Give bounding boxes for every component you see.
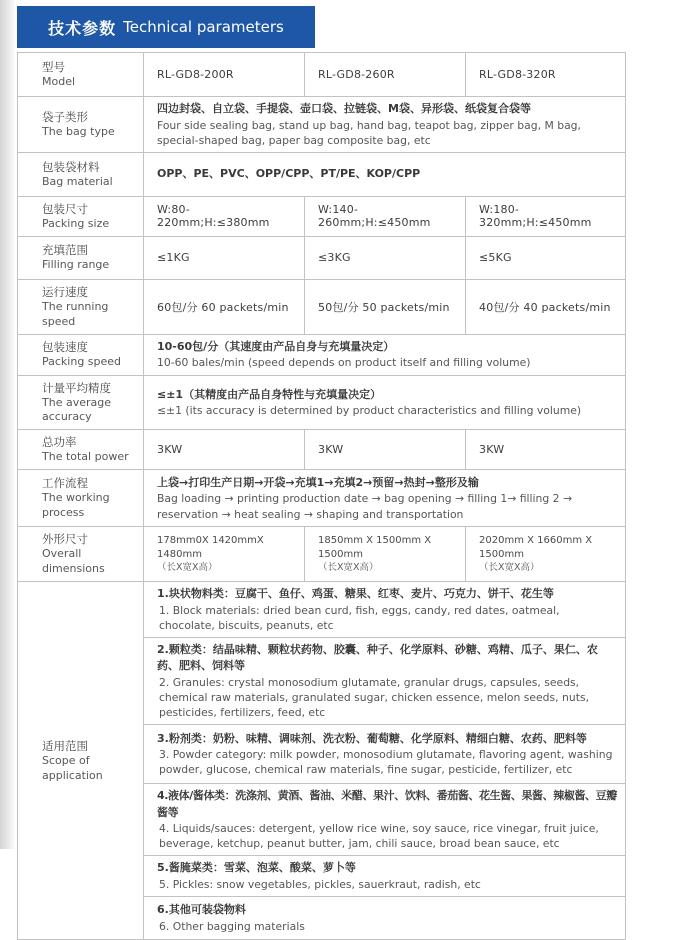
filling-range-value: ≤5KG <box>479 251 512 265</box>
bag-type-en: Four side sealing bag, stand up bag, hand bag, teapot bag, zipper bag, M bag, special-shaped bag, paper bag composite bag, etc <box>157 118 581 147</box>
scope-item-en: 6. Other bagging materials <box>159 919 305 933</box>
label-cn: 包装袋材料 <box>42 159 100 174</box>
row-label-running-speed <box>18 279 144 334</box>
row-label-packing-size <box>18 196 144 236</box>
label-cn: 总功率 <box>42 435 77 450</box>
label-en: The bag type <box>42 124 115 138</box>
bag-material-value: OPP、PE、PVC、OPP/CPP、PT/PE、KOP/CPP <box>157 166 421 180</box>
label-cn: 适用范围 <box>42 738 88 753</box>
dimension-lwh: （长X宽X高） <box>318 562 379 573</box>
row-label-scope <box>18 582 144 940</box>
cell-scope-granules <box>144 637 626 724</box>
label-en: Packing size <box>42 216 110 230</box>
cell-filling-range-3 <box>466 236 626 279</box>
cell-model-1 <box>144 53 305 97</box>
row-bag-type <box>18 97 626 153</box>
total-power-value: 3KW <box>318 443 344 457</box>
row-label-bag-type <box>18 97 144 153</box>
scope-item-cn: 6.其他可装袋物料 <box>157 903 246 917</box>
cell-average-accuracy <box>144 375 626 430</box>
running-speed-value: 50包/分 50 packets/min <box>318 300 450 314</box>
section-header-banner <box>17 6 315 48</box>
label-cn: 外形尺寸 <box>42 532 88 547</box>
scope-item-en: 4. Liquids/sauces: detergent, yellow rice wine, soy sauce, rice vinegar, fruit juice, beverage, ketchup, peanut butter, jam, chili sauce, broad bean sauce, etc <box>159 822 599 851</box>
working-process-cn: 上袋→打印生产日期→开袋→充填1→充填2→预留→热封→整形及输 <box>157 475 479 489</box>
label-en: The working process <box>42 491 110 520</box>
label-en: Packing speed <box>42 355 122 369</box>
row-filling-range <box>18 236 626 279</box>
cell-running-speed-3 <box>466 279 626 334</box>
cell-scope-powder <box>144 725 626 784</box>
cell-scope-liquids <box>144 784 626 856</box>
label-en: Filling range <box>42 258 110 272</box>
cell-model-2 <box>305 53 466 97</box>
label-cn: 型号 <box>42 60 65 75</box>
cell-running-speed-2 <box>305 279 466 334</box>
page-edge-shade <box>0 0 16 849</box>
cell-total-power-2 <box>305 430 466 470</box>
row-model <box>18 53 626 97</box>
label-en: Scope of application <box>42 753 103 782</box>
label-en: The total power <box>42 450 129 464</box>
bag-type-cn: 四边封袋、自立袋、手提袋、壶口袋、拉链袋、M袋、异形袋、纸袋复合袋等 <box>157 102 531 115</box>
total-power-value: 3KW <box>157 443 183 457</box>
row-average-accuracy <box>18 375 626 430</box>
cell-packing-size-2 <box>305 196 466 236</box>
running-speed-value: 40包/分 40 packets/min <box>479 300 611 314</box>
row-label-average-accuracy <box>18 375 144 430</box>
label-cn: 包装速度 <box>42 340 88 355</box>
row-scope-block-materials <box>18 582 626 638</box>
row-working-process <box>18 470 626 527</box>
running-speed-value: 60包/分 60 packets/min <box>157 300 289 314</box>
dimension-lwh: （长X宽X高） <box>479 562 540 573</box>
dimension-value: 1850mm X 1500mm X 1500mm <box>318 535 432 560</box>
filling-range-value: ≤1KG <box>157 251 190 265</box>
packing-size-value: W:140-260mm;H:≤450mm <box>318 203 431 230</box>
cell-working-process <box>144 470 626 527</box>
scope-item-en: 5. Pickles: snow vegetables, pickles, sauerkraut, radish, etc <box>159 877 481 891</box>
cell-scope-pickles <box>144 856 626 897</box>
row-overall-dimensions <box>18 527 626 582</box>
cell-packing-size-1 <box>144 196 305 236</box>
model-value: RL-GD8-320R <box>479 68 556 81</box>
cell-scope-other <box>144 896 626 939</box>
dimension-lwh: （长X宽X高） <box>157 562 218 573</box>
cell-total-power-1 <box>144 430 305 470</box>
label-cn: 包装尺寸 <box>42 201 88 216</box>
cell-bag-material <box>144 152 626 196</box>
cell-dimensions-1 <box>144 527 305 582</box>
scope-item-cn: 1.块状物料类：豆腐干、鱼仔、鸡蛋、糖果、红枣、麦片、巧克力、饼干、花生等 <box>157 587 554 601</box>
row-label-working-process <box>18 470 144 527</box>
model-value: RL-GD8-260R <box>318 68 395 81</box>
scope-item-en: 2. Granules: crystal monosodium glutamate, granular drugs, capsules, seeds, chemical raw materials, granulated sugar, chicken essence, melon seeds, nuts, pesticides, fertilizers, feed, etc <box>159 675 589 719</box>
row-label-bag-material <box>18 152 144 196</box>
row-label-filling-range <box>18 236 144 279</box>
packing-speed-en: 10-60 bales/min (speed depends on product itself and filling volume) <box>157 356 531 370</box>
cell-packing-speed <box>144 334 626 375</box>
section-title-cn: 技术参数 <box>48 18 117 38</box>
accuracy-en: ≤±1 (its accuracy is determined by product characteristics and filling volume) <box>157 404 582 418</box>
cell-total-power-3 <box>466 430 626 470</box>
cell-bag-type <box>144 97 626 153</box>
label-en: Bag material <box>42 174 113 188</box>
cell-dimensions-2 <box>305 527 466 582</box>
label-cn: 袋子类形 <box>42 109 88 124</box>
row-running-speed <box>18 279 626 334</box>
cell-filling-range-2 <box>305 236 466 279</box>
row-packing-speed <box>18 334 626 375</box>
scope-item-cn: 5.酱腌菜类：雪菜、泡菜、酸菜、萝卜等 <box>157 861 356 875</box>
total-power-value: 3KW <box>479 443 505 457</box>
label-en: The running speed <box>42 299 109 328</box>
label-en: Overall dimensions <box>42 547 105 576</box>
row-label-overall-dimensions <box>18 527 144 582</box>
label-en: The average accuracy <box>42 395 111 424</box>
row-total-power <box>18 430 626 470</box>
packing-speed-cn: 10-60包/分（其速度由产品自身与充填量决定） <box>157 339 395 353</box>
label-cn: 计量平均精度 <box>42 380 111 395</box>
label-cn: 运行速度 <box>42 284 88 299</box>
label-cn: 充填范围 <box>42 243 88 258</box>
row-label-packing-speed <box>18 334 144 375</box>
model-value: RL-GD8-200R <box>157 68 234 81</box>
cell-dimensions-3 <box>466 527 626 582</box>
label-en: Model <box>42 75 76 89</box>
dimension-value: 178mm0X 1420mmX 1480mm <box>157 535 264 560</box>
cell-packing-size-3 <box>466 196 626 236</box>
scope-item-cn: 3.粉剂类：奶粉、味精、调味剂、洗衣粉、葡萄糖、化学原料、精细白糖、农药、肥料等 <box>157 731 587 745</box>
cell-scope-block-materials <box>144 582 626 638</box>
scope-item-en: 3. Powder category: milk powder, monosodium glutamate, flavoring agent, washing powder, glucose, chemical raw materials, fine sugar, pesticide, fertilizer, etc <box>159 748 613 777</box>
cell-model-3 <box>466 53 626 97</box>
scope-item-en: 1. Block materials: dried bean curd, fish, eggs, candy, red dates, oatmeal, chocolate, biscuits, peanuts, etc <box>159 603 560 632</box>
working-process-en: Bag loading → printing production date → bag opening → filling 1→ filling 2 → reservation → heat sealing → shaping and transportation <box>157 492 573 521</box>
row-label-total-power <box>18 430 144 470</box>
scope-item-cn: 4.液体/酱体类：洗涤剂、黄酒、酱油、米醋、果汁、饮料、番茄酱、花生酱、果酱、辣椒酱、豆瓣酱等 <box>157 789 617 819</box>
cell-filling-range-1 <box>144 236 305 279</box>
row-bag-material <box>18 152 626 196</box>
section-title-en: Technical parameters <box>123 18 284 36</box>
scope-item-cn: 2.颗粒类：结晶味精、颗粒状药物、胶囊、种子、化学原料、砂糖、鸡精、瓜子、果仁、农药、肥料、饲料等 <box>157 642 598 673</box>
row-packing-size <box>18 196 626 236</box>
packing-size-value: W:80-220mm;H:≤380mm <box>157 203 270 230</box>
dimension-value: 2020mm X 1660mm X 1500mm <box>479 535 593 560</box>
row-label-model <box>18 53 144 97</box>
cell-running-speed-1 <box>144 279 305 334</box>
packing-size-value: W:180-320mm;H:≤450mm <box>479 203 592 230</box>
accuracy-cn: ≤±1（其精度由产品自身特性与充填量决定） <box>157 387 382 401</box>
technical-parameters-table <box>17 52 626 940</box>
filling-range-value: ≤3KG <box>318 251 351 265</box>
label-cn: 工作流程 <box>42 476 88 491</box>
